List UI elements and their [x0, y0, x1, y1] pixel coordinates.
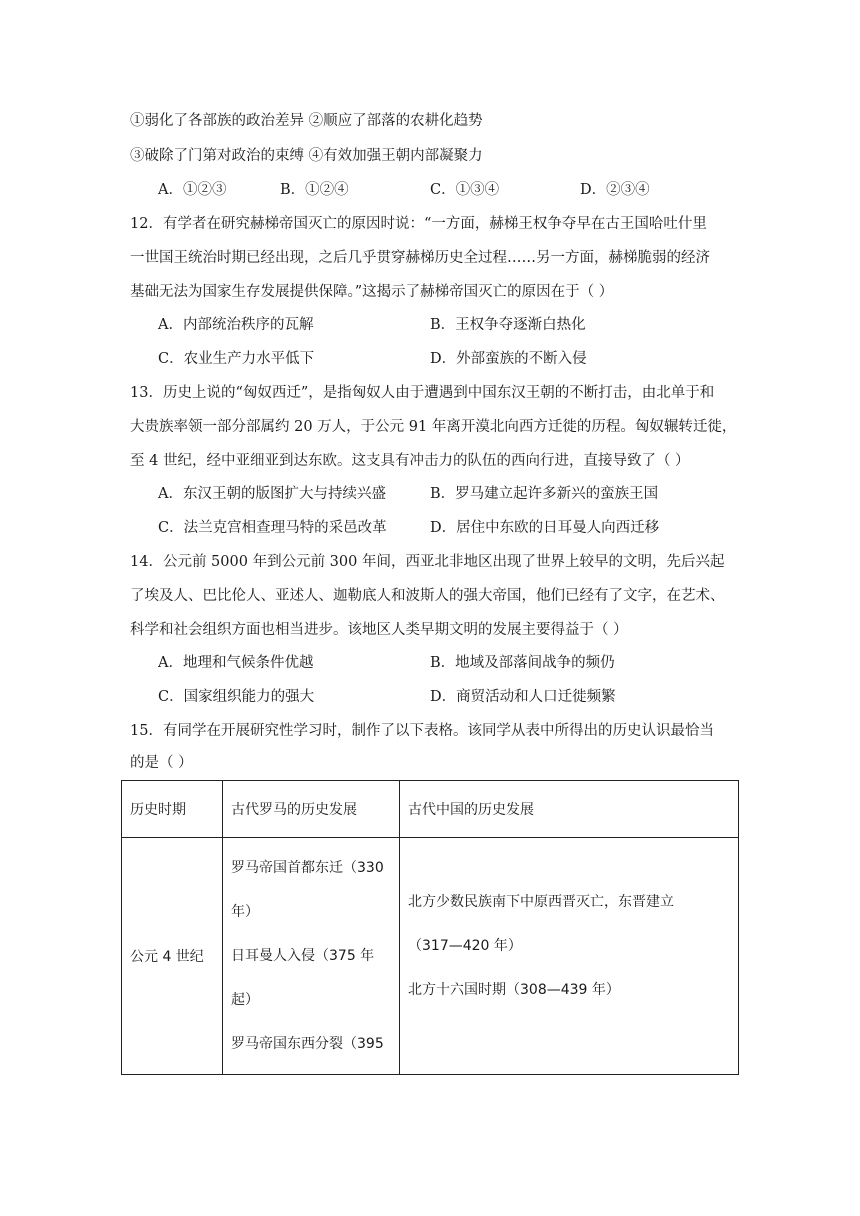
q14-option-a: A．地理和气候条件优越 [158, 655, 314, 671]
q15-stem-1: 15．有同学在开展研究性学习时，制作了以下表格。该同学从表中所得出的历史认识最恰当 [130, 723, 714, 739]
q13-option-c: C．法兰克宫相查理马特的采邑改革 [158, 520, 387, 536]
q14-stem-1: 14．公元前 5000 年到公元前 300 年间，西亚北非地区出现了世界上较早的文明，先后兴起 [130, 554, 725, 570]
q14-option-c: C．国家组织能力的强大 [158, 689, 315, 705]
q13-option-b: B．罗马建立起许多新兴的蛮族王国 [430, 486, 659, 502]
rome-line: 年） [231, 904, 259, 920]
q11-option-d: D．②③④ [580, 182, 650, 198]
china-line: （317—420 年） [408, 938, 522, 954]
q12-stem-3: 基础无法为国家生存发展提供保障。”这揭示了赫梯帝国灭亡的原因在于（ ） [130, 284, 614, 300]
q12-option-c: C．农业生产力水平低下 [158, 351, 315, 367]
china-line: 北方少数民族南下中原西晋灭亡，东晋建立 [408, 894, 674, 910]
cell-period: 公元 4 世纪 [122, 838, 223, 1075]
cell-rome [223, 838, 400, 1075]
q11-statements-2: ③破除了门第对政治的束缚 ④有效加强王朝内部凝聚力 [130, 148, 483, 164]
header-period: 历史时期 [122, 781, 223, 838]
q11-option-b: B．①②④ [280, 182, 349, 198]
q11-option-c: C．①③④ [430, 182, 500, 198]
header-rome: 古代罗马的历史发展 [223, 781, 400, 838]
q13-stem-1: 13．历史上说的“匈奴西迁”，是指匈奴人由于遭遇到中国东汉王朝的不断打击，由北单于和 [130, 385, 715, 401]
q15-stem-2: 的是（ ） [130, 755, 193, 771]
q12-option-d: D．外部蛮族的不断入侵 [430, 351, 587, 367]
q12-stem-1: 12．有学者在研究赫梯帝国灭亡的原因时说：“一方面，赫梯王权争夺早在古王国哈吐什里 [130, 216, 707, 232]
table-header-row [122, 781, 739, 838]
cell-china [400, 838, 739, 1075]
q14-option-d: D．商贸活动和人口迁徙频繁 [430, 689, 616, 705]
q14-option-b: B．地域及部落间战争的频仍 [430, 655, 615, 671]
q12-stem-2: 一世国王统治时期已经出现，之后几乎贯穿赫梯历史全过程……另一方面，赫梯脆弱的经济 [130, 250, 710, 266]
q12-option-a: A．内部统治秩序的瓦解 [158, 317, 314, 333]
q14-stem-2: 了埃及人、巴比伦人、亚述人、迦勒底人和波斯人的强大帝国，他们已经有了文字，在艺术、 [130, 588, 725, 604]
table-row [122, 838, 739, 1075]
q13-option-d: D．居住中东欧的日耳曼人向西迁移 [430, 520, 660, 536]
q14-stem-3: 科学和社会组织方面也相当进步。该地区人类早期文明的发展主要得益于（ ） [130, 622, 628, 638]
rome-line: 起） [231, 992, 259, 1008]
q11-statements-1: ①弱化了各部族的政治差异 ②顺应了部落的农耕化趋势 [130, 113, 483, 129]
china-line: 北方十六国时期（308—439 年） [408, 982, 620, 998]
q12-option-b: B．王权争夺逐渐白热化 [430, 317, 586, 333]
q11-option-a: A．①②③ [158, 182, 227, 198]
rome-line: 日耳曼人入侵（375 年 [231, 948, 375, 964]
rome-line: 罗马帝国东西分裂（395 [231, 1036, 384, 1052]
header-china: 古代中国的历史发展 [400, 781, 739, 838]
q13-stem-2: 大贵族率领一部分部属约 20 万人，于公元 91 年离开漠北向西方迁徙的历程。匈奴辗转迁徙， [130, 419, 737, 435]
rome-line: 罗马帝国首都东迁（330 [231, 860, 384, 876]
q13-stem-3: 至 4 世纪，经中亚细亚到达东欧。这支具有冲击力的队伍的西向行进，直接导致了（ ） [130, 453, 690, 469]
q13-option-a: A．东汉王朝的版图扩大与持续兴盛 [158, 486, 386, 502]
q15-table [121, 780, 739, 1075]
